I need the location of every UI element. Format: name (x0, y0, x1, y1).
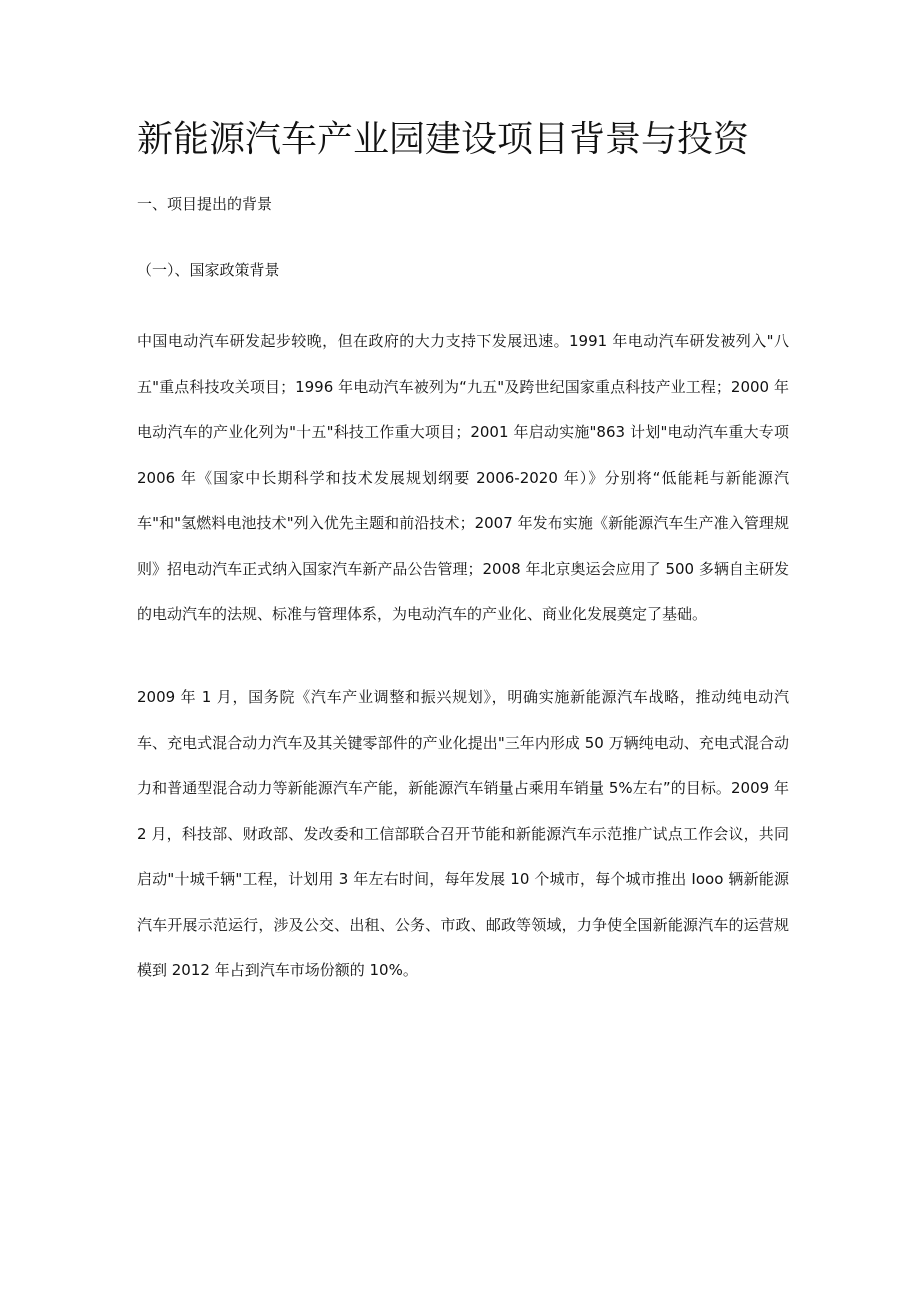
subsection-heading-national-policy: （一）、国家政策背景 (137, 261, 280, 279)
paragraph-ev-history: 中国电动汽车研发起步较晚，但在政府的大力支持下发展迅速。1991 年电动汽车研发被列入"八五"重点科技攻关项目；1996 年电动汽车被列为“九五"及跨世纪国家重点科技产业工程；2000 年电动汽车的产业化列为"十五"科技工作重大项目；2001 年启动实施"863 计划"电动汽车重大专项 2006 年《国家中长期科学和技术发展规划纲要 2006-2020 年）》分别将“低能耗与新能源汽车"和"氢燃料电池技术"列入优先主题和前沿技术；2007 年发布实施《新能源汽车生产准入管理规则》招电动汽车正式纳入国家汽车新产品公告管理；2008 年北京奥运会应用了 500 多辆自主研发的电动汽车的法规、标准与管理体系，为电动汽车的产业化、商业化发展奠定了基础。 (137, 332, 789, 623)
document-title: 新能源汽车产业园建设项目背景与投资 (137, 119, 750, 160)
paragraph-2009-plan: 2009 年 1 月，国务院《汽车产业调整和振兴规划》，明确实施新能源汽车战略，推动纯电动汽车、充电式混合动力汽车及其关键零部件的产业化提出"三年内形成 50 万辆纯电动、充电式混合动力和普通型混合动力等新能源汽车产能，新能源汽车销量占乘用车销量 5%左右”的目标。2009 年 2 月，科技部、财政部、发改委和工信部联合召开节能和新能源汽车示范推广试点工作会议，共同启动"十城千辆"工程，计划用 3 年左右时间，每年发展 10 个城市，每个城市推出 Iooo 辆新能源汽车开展示范运行，涉及公交、出租、公务、市政、邮政等领域，力争使全国新能源汽车的运营规模到 2012 年占到汽车市场份额的 10%。 (137, 688, 789, 979)
section-heading-background: 一、项目提出的背景 (137, 195, 273, 213)
